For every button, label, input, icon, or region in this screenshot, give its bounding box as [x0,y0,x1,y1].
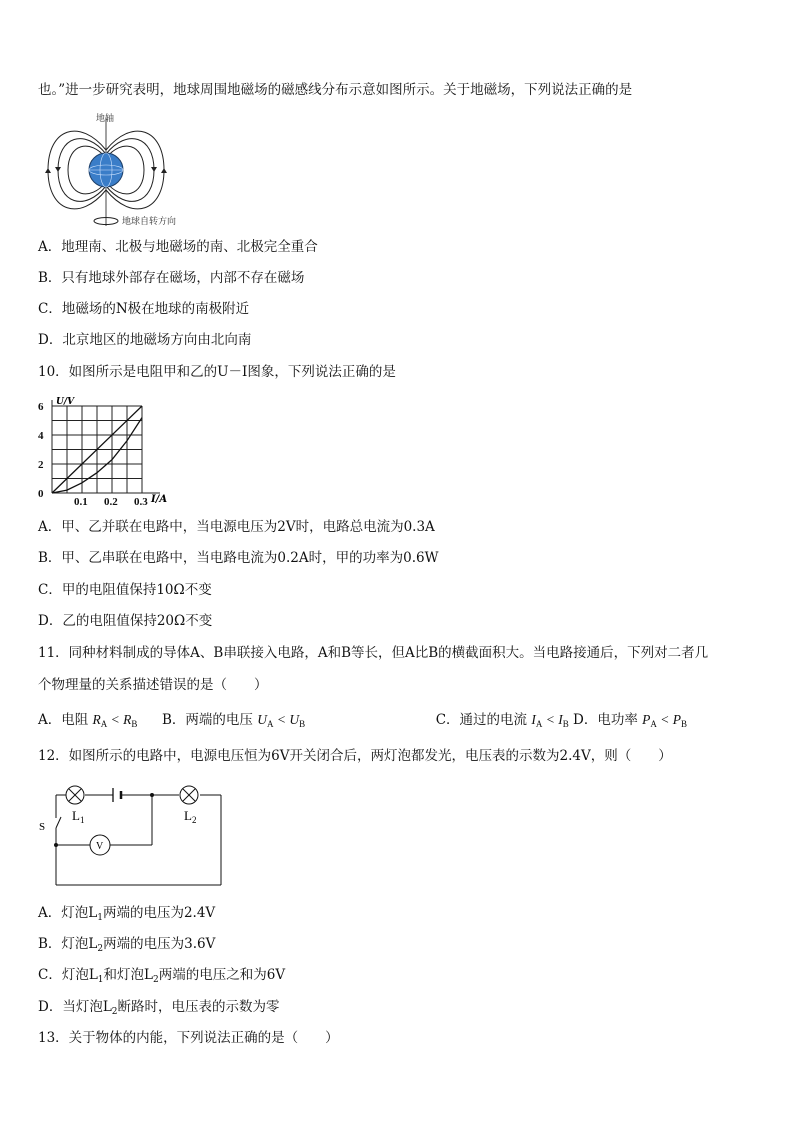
q11-stem-line1: 11．同种材料制成的导体A、B串联接入电路，A和B等长，但A比B的横截面积大。当电路接通后，下列对二者几 [38,645,709,661]
q11-options-row [38,710,687,734]
u-i-chart [36,396,176,508]
x-tick-label: 0.1 [74,496,88,508]
earth-magnetic-field-figure [40,108,200,233]
q11-option-a-expr: $R_A < R_B$ [92,712,138,729]
x-tick-label: 0.3 [134,496,148,508]
lamp2-label: L [184,808,192,823]
q12-option-a: A．灯泡$L_1$两端的电压为2.4V [38,905,216,923]
voltmeter-label: V [96,841,104,852]
q10-option-a: A．甲、乙并联在电路中，当电源电压为2V时，电路总电流为0.3A [38,519,435,535]
switch-label: S [39,821,46,833]
lamp1-subscript: 1 [79,815,85,825]
q12-option-d: D．当灯泡$L_2$断路时，电压表的示数为零 [38,999,280,1017]
x-tick-label: 0.2 [104,496,118,508]
q10-option-d: D．乙的电阻值保持20Ω不变 [38,613,213,629]
q10-stem: 10．如图所示是电阻甲和乙的U－I图象，下列说法正确的是 [38,364,396,380]
q11-option-a-label: A．电阻 [38,712,89,728]
q11-stem-line2: 个物理量的关系描述错误的是（ ） [38,677,268,693]
q12-option-c: C．灯泡$L_1$和灯泡$L_2$两端的电压之和为6V [38,967,286,985]
q12-stem: 12．如图所示的电路中，电源电压恒为6V开关闭合后，两灯泡都发光，电压表的示数为2.4V，则（ ） [38,748,672,764]
circuit-diagram [38,780,228,890]
svg-text:L1 [72,808,84,825]
lamp1-label: L [72,808,80,823]
q11-option-d-label: D．电功率 [573,712,638,728]
y-tick-label: 4 [38,430,44,442]
x-axis-label: I/A [151,494,168,505]
lamp2-subscript: 2 [191,815,197,825]
q13-stem: 13．关于物体的内能，下列说法正确的是（ ） [38,1030,339,1046]
q11-option-d-expr: $P_A < P_B$ [642,712,688,729]
y-tick-label: 0 [38,488,44,500]
q9-option-a: A．地理南、北极与地磁场的南、北极完全重合 [38,239,318,255]
q12-option-b: B．灯泡$L_2$两端的电压为3.6V [38,936,216,954]
intro-text: 也。”进一步研究表明，地球周围地磁场的磁感线分布示意如图所示。关于地磁场，下列说法正确的是 [38,82,633,98]
q11-option-c-label: C．通过的电流 [435,712,528,728]
q11-option-c-expr: $I_A < I_B$ [531,712,569,729]
q9-option-c: C．地磁场的N极在地球的南极附近 [38,301,250,317]
q10-option-b: B．甲、乙串联在电路中，当电路电流为0.2A时，甲的功率为0.6W [38,550,439,566]
y-tick-label: 2 [38,459,44,471]
svg-text:L2 [184,808,196,825]
q9-option-d: D．北京地区的地磁场方向由北向南 [38,332,252,348]
y-axis-label: U/V [56,397,75,407]
y-tick-label: 6 [38,401,44,413]
axis-label: 地轴 [96,114,115,124]
rotation-label: 地球自转方向 [122,217,177,227]
q9-option-b: B．只有地球外部存在磁场，内部不存在磁场 [38,270,305,286]
q10-option-c: C．甲的电阻值保持10Ω不变 [38,582,212,598]
q11-option-b-expr: $U_A < U_B$ [257,712,306,729]
q11-option-b-label: B．两端的电压 [162,712,253,728]
